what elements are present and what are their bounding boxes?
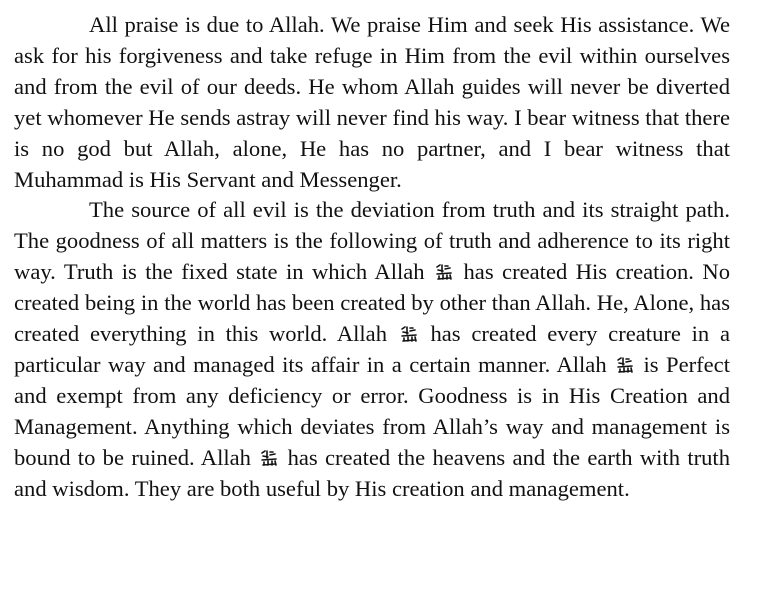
document-page [14, 10, 730, 505]
arabic-honorific-calligraphy-icon [435, 263, 453, 281]
arabic-honorific-calligraphy-icon [400, 325, 418, 343]
paragraph-truth-text-4: is Perfect and exempt from any deficiency or error. Goodness is in His Creation and Management. Anything which deviates from Allah’s way and management is bound to be ruined. Allah [14, 351, 730, 470]
paragraph-truth-text-2: has created His creation. No created being in the world has been created by other than Allah. He, Alone, has created everything in this world. Allah [14, 259, 731, 347]
paragraph-truth [14, 195, 730, 504]
arabic-honorific-calligraphy-icon [260, 449, 278, 467]
paragraph-praise-text: All praise is due to Allah. We praise Him and seek His assistance. We ask for his forgiveness and take refuge in Him from the evil within ourselves and from the evil of our deeds. He whom Allah guides will never be diverted yet whomever He sends astray will never find his way. I bear witness that there is no god but Allah, alone, He has no partner, and I bear witness that Muhammad is His Servant and Messenger. [14, 12, 730, 192]
arabic-honorific-calligraphy-icon [616, 356, 634, 374]
paragraph-truth-text-1: The source of all evil is the deviation from truth and its straight path. The goodness of all matters is the following of truth and adherence to its right way. Truth is the fixed state in which Allah [14, 197, 730, 285]
paragraph-truth-text-3: has created every creature in a particular way and managed its affair in a certain manner. Allah [14, 321, 730, 377]
paragraph-praise [14, 10, 730, 195]
paragraph-truth-text-5: has created the heavens and the earth with truth and wisdom. They are both useful by His creation and management. [14, 444, 730, 501]
